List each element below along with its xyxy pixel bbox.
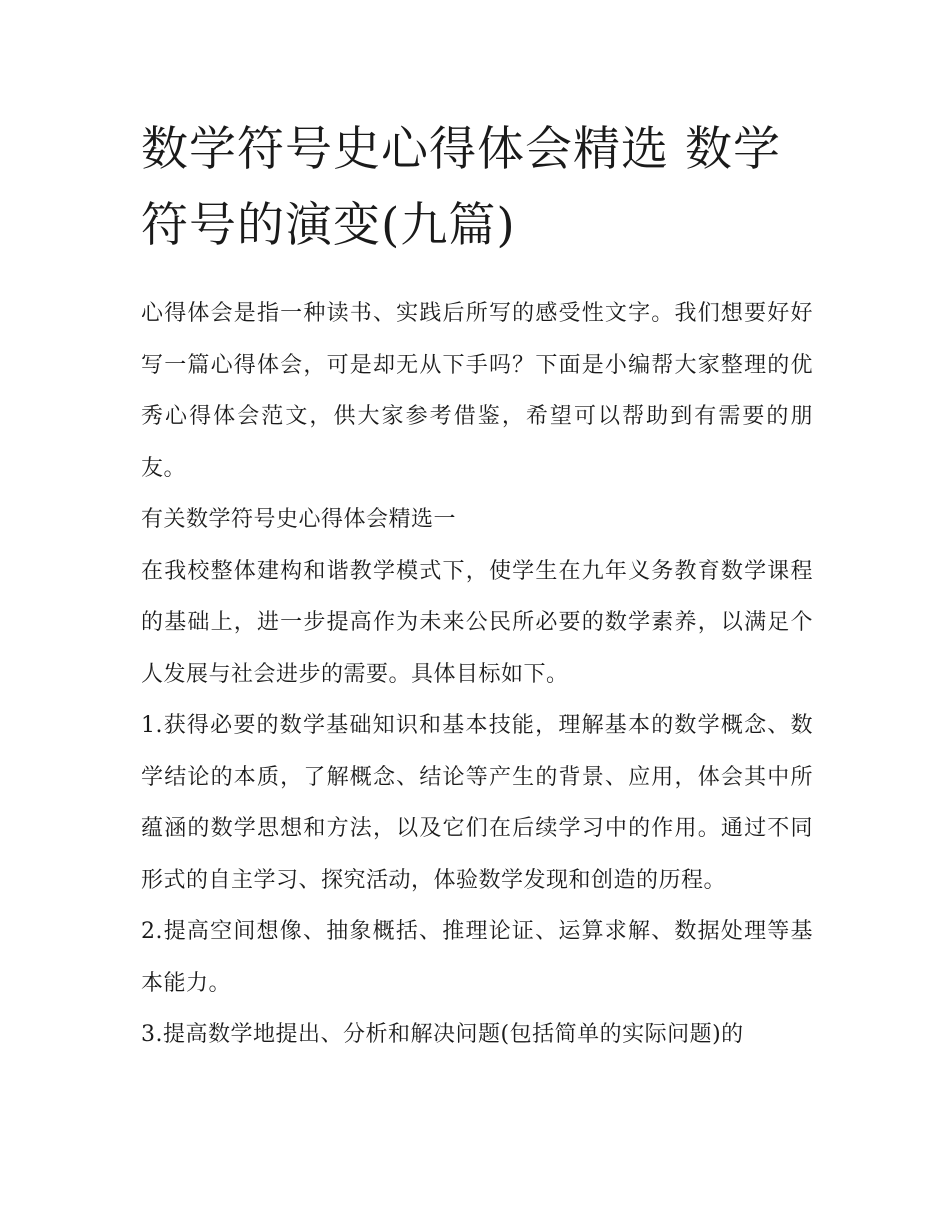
document-title: 数学符号史心得体会精选 数学符号的演变(九篇) [141,122,781,253]
list-item-3: 3.提高数学地提出、分析和解决问题(包括简单的实际问题)的 [141,1022,744,1047]
list-item-2: 2.提高空间想像、抽象概括、推理论证、运算求解、数据处理等基本能力。 [141,919,813,996]
document-body [141,288,813,1061]
section-heading: 有关数学符号史心得体会精选一 [141,507,457,532]
document-page [141,112,813,1061]
intro-paragraph: 心得体会是指一种读书、实践后所写的感受性文字。我们想要好好写一篇心得体会，可是却无从下手吗？下面是小编帮大家整理的优秀心得体会范文，供大家参考借鉴，希望可以帮助到有需要的朋友。 [141,301,813,481]
body-paragraph: 在我校整体建构和谐教学模式下，使学生在九年义务教育数学课程的基础上，进一步提高作为未来公民所必要的数学素养，以满足个人发展与社会进步的需要。具体目标如下。 [141,558,813,687]
list-item-1: 1.获得必要的数学基础知识和基本技能，理解基本的数学概念、数学结论的本质，了解概念、结论等产生的背景、应用，体会其中所蕴涵的数学思想和方法，以及它们在后续学习中的作用。通过不同形式的自主学习、探究活动，体验数学发现和创造的历程。 [141,713,813,893]
